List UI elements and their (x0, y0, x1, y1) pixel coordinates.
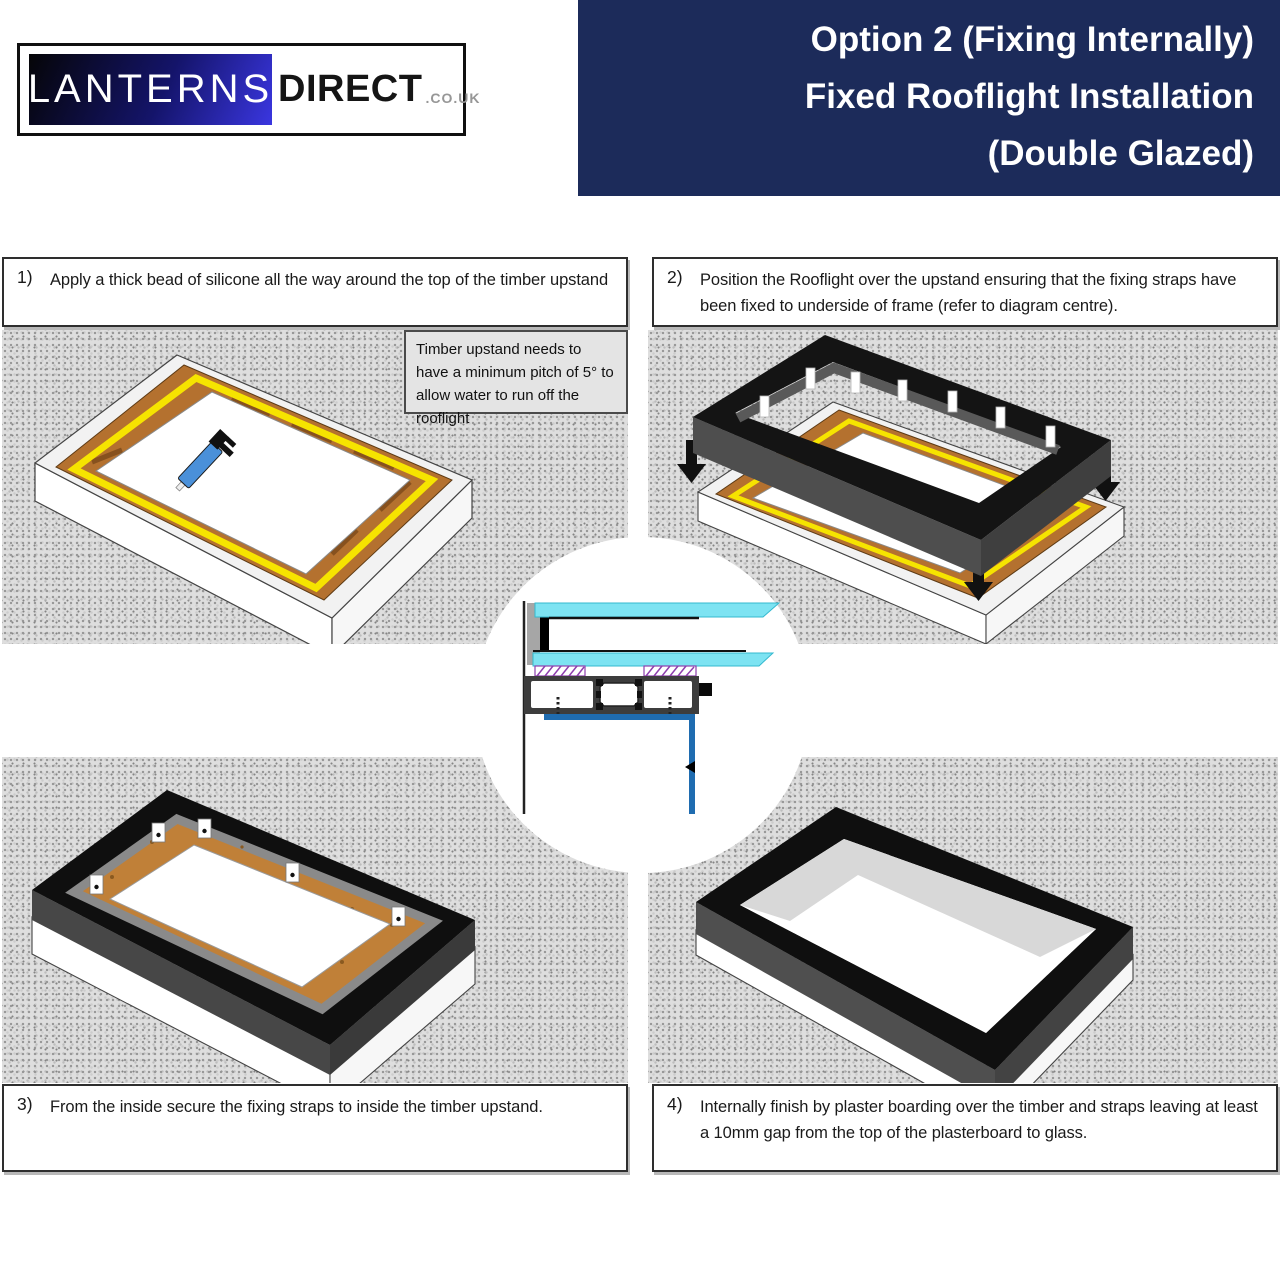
logo-gradient-block (29, 54, 272, 125)
step-1-number: 1) (17, 267, 33, 287)
step-2-text: Position the Rooflight over the upstand ensuring that the fixing straps have been fixed to underside of frame (refer to diagram centre). (700, 271, 1237, 315)
frame-cross-section-diagram (474, 537, 810, 873)
lanterns-direct-logo (17, 43, 481, 136)
cross-section-detail-circle (474, 537, 810, 873)
logo-word-lanterns: LANTERNS (27, 67, 274, 111)
title-line-1: Option 2 (Fixing Internally) (810, 20, 1254, 59)
step-3-number: 3) (17, 1094, 33, 1114)
frame-chamber-left (531, 681, 593, 708)
external-cap (699, 683, 712, 696)
step-4-number: 4) (667, 1094, 683, 1114)
title-line-3: (Double Glazed) (987, 134, 1254, 173)
step-2-number: 2) (667, 267, 683, 287)
thermal-break (596, 679, 642, 710)
frame-chamber-right (644, 681, 692, 708)
fixing-strap-blue (544, 714, 695, 720)
title-line-2: Fixed Rooflight Installation (804, 77, 1254, 116)
outer-glass-pane (535, 603, 779, 617)
inner-glass-pane (533, 653, 773, 666)
step-1-instruction-box (2, 257, 628, 327)
step-2-instruction-box (652, 257, 1278, 327)
step-3-text: From the inside secure the fixing straps to inside the timber upstand. (50, 1098, 543, 1116)
logo-right-block (278, 46, 480, 133)
step-4-text: Internally finish by plaster boarding over the timber and straps leaving at least a 10mm gap from the top of the plasterboard to glass. (700, 1098, 1258, 1142)
glass-spacer-bar (540, 613, 549, 651)
logo-suffix: .CO.UK (425, 89, 481, 106)
step-1-text: Apply a thick bead of silicone all the way around the top of the timber upstand (50, 271, 609, 289)
logo-word-direct: DIRECT (278, 68, 423, 110)
glazing-tape-hatch (535, 666, 696, 676)
title-banner (578, 0, 1280, 196)
step-4-instruction-box (652, 1084, 1278, 1172)
pitch-note-box: Timber upstand needs to have a minimum pitch of 5° to allow water to run off the rooflight (404, 330, 628, 414)
step-3-instruction-box (2, 1084, 628, 1172)
